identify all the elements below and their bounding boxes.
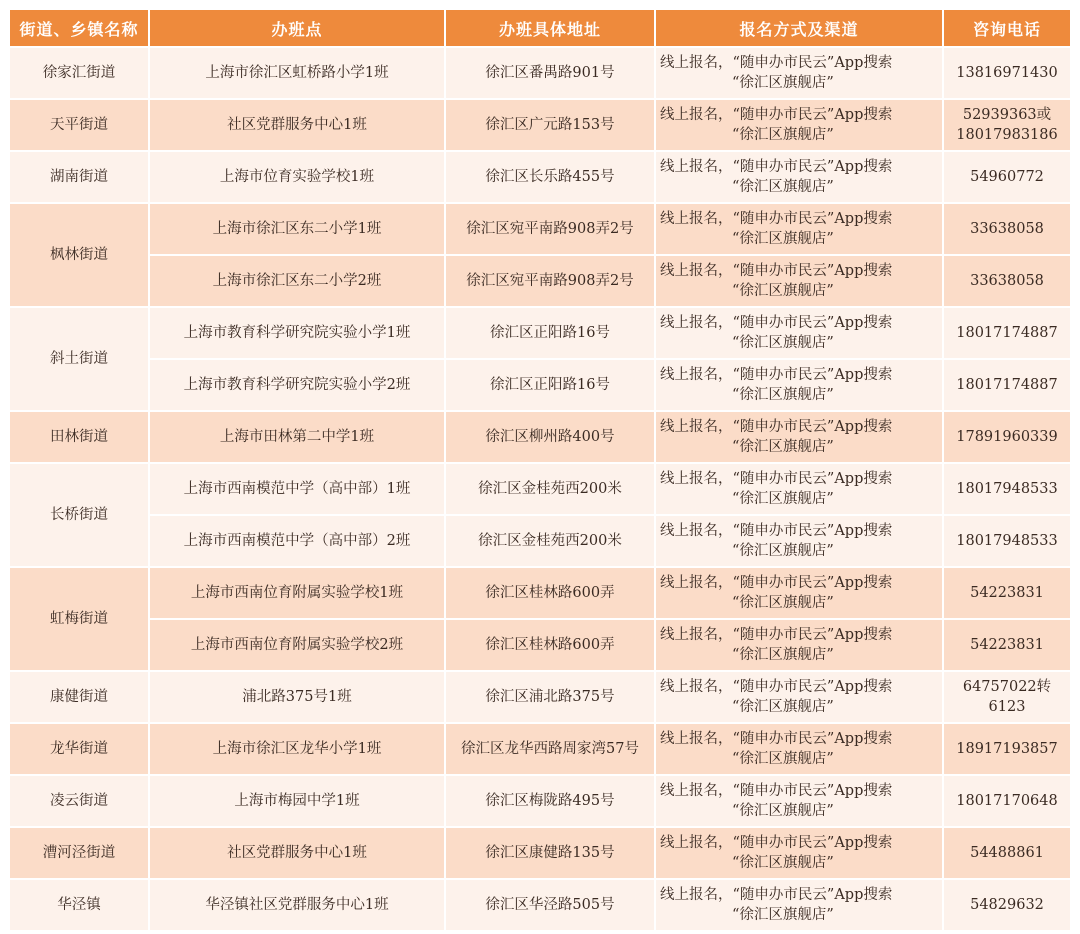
table-row [10, 48, 1070, 98]
class-site: 上海市徐汇区东二小学1班 [150, 204, 444, 254]
channel-line2: “徐汇区旗舰店” [732, 127, 834, 143]
contact-phone: 18917193857 [944, 724, 1070, 774]
class-site: 上海市教育科学研究院实验小学2班 [150, 360, 444, 410]
class-address: 徐汇区华泾路505号 [446, 880, 654, 930]
channel-line2: “徐汇区旗舰店” [732, 387, 834, 403]
channel-line1: 线上报名，“随申办市民云”App搜索 [660, 627, 893, 643]
district-name: 华泾镇 [10, 880, 148, 930]
channel-line2: “徐汇区旗舰店” [732, 231, 834, 247]
class-address: 徐汇区梅陇路495号 [446, 776, 654, 826]
channel-line1: 线上报名，“随申办市民云”App搜索 [660, 575, 893, 591]
class-site: 上海市西南模范中学（高中部）2班 [150, 516, 444, 566]
channel-line1: 线上报名，“随申办市民云”App搜索 [660, 263, 893, 279]
table-row [10, 204, 1070, 254]
table-row [10, 672, 1070, 722]
channel-line1: 线上报名，“随申办市民云”App搜索 [660, 211, 893, 227]
district-name: 康健街道 [10, 672, 148, 722]
contact-phone: 33638058 [944, 204, 1070, 254]
registration-channel [656, 568, 942, 618]
channel-line2: “徐汇区旗舰店” [732, 75, 834, 91]
contact-phone: 33638058 [944, 256, 1070, 306]
registration-channel [656, 464, 942, 514]
class-address: 徐汇区宛平南路908弄2号 [446, 256, 654, 306]
district-name: 徐家汇街道 [10, 48, 148, 98]
table-row [10, 100, 1070, 150]
channel-line1: 线上报名，“随申办市民云”App搜索 [660, 471, 893, 487]
class-site: 上海市西南位育附属实验学校2班 [150, 620, 444, 670]
channel-line1: 线上报名，“随申办市民云”App搜索 [660, 783, 893, 799]
district-name: 枫林街道 [10, 204, 148, 306]
channel-line1: 线上报名，“随申办市民云”App搜索 [660, 731, 893, 747]
registration-channel [656, 48, 942, 98]
header-district: 街道、乡镇名称 [10, 10, 148, 46]
table-row [10, 152, 1070, 202]
table-row [10, 620, 1070, 670]
registration-channel [656, 672, 942, 722]
district-name: 湖南街道 [10, 152, 148, 202]
channel-line1: 线上报名，“随申办市民云”App搜索 [660, 523, 893, 539]
class-site: 上海市徐汇区东二小学2班 [150, 256, 444, 306]
contact-phone: 54223831 [944, 620, 1070, 670]
registration-channel [656, 412, 942, 462]
class-address: 徐汇区桂林路600弄 [446, 620, 654, 670]
contact-phone: 54829632 [944, 880, 1070, 930]
class-schedule-table [8, 8, 1072, 932]
class-address: 徐汇区宛平南路908弄2号 [446, 204, 654, 254]
contact-phone: 13816971430 [944, 48, 1070, 98]
table-row [10, 412, 1070, 462]
table-row [10, 828, 1070, 878]
class-address: 徐汇区正阳路16号 [446, 308, 654, 358]
registration-channel [656, 152, 942, 202]
district-name: 田林街道 [10, 412, 148, 462]
class-address: 徐汇区金桂苑西200米 [446, 464, 654, 514]
contact-phone: 18017948533 [944, 516, 1070, 566]
class-site: 上海市徐汇区虹桥路小学1班 [150, 48, 444, 98]
class-site: 上海市西南位育附属实验学校1班 [150, 568, 444, 618]
class-address: 徐汇区金桂苑西200米 [446, 516, 654, 566]
district-name: 凌云街道 [10, 776, 148, 826]
class-site: 上海市位育实验学校1班 [150, 152, 444, 202]
channel-line1: 线上报名，“随申办市民云”App搜索 [660, 887, 893, 903]
channel-line1: 线上报名，“随申办市民云”App搜索 [660, 835, 893, 851]
channel-line2: “徐汇区旗舰店” [732, 647, 834, 663]
channel-line2: “徐汇区旗舰店” [732, 283, 834, 299]
table-row [10, 308, 1070, 358]
district-name: 斜土街道 [10, 308, 148, 410]
table-body [10, 48, 1070, 930]
header-phone: 咨询电话 [944, 10, 1070, 46]
table-row [10, 360, 1070, 410]
contact-phone: 18017174887 [944, 360, 1070, 410]
class-address: 徐汇区长乐路455号 [446, 152, 654, 202]
table-row [10, 776, 1070, 826]
registration-channel [656, 204, 942, 254]
channel-line1: 线上报名，“随申办市民云”App搜索 [660, 367, 893, 383]
header-channel: 报名方式及渠道 [656, 10, 942, 46]
header-site: 办班点 [150, 10, 444, 46]
channel-line1: 线上报名，“随申办市民云”App搜索 [660, 419, 893, 435]
channel-line2: “徐汇区旗舰店” [732, 803, 834, 819]
table-row [10, 880, 1070, 930]
channel-line2: “徐汇区旗舰店” [732, 855, 834, 871]
registration-channel [656, 256, 942, 306]
contact-phone: 64757022转 6123 [944, 672, 1070, 722]
registration-channel [656, 308, 942, 358]
channel-line2: “徐汇区旗舰店” [732, 179, 834, 195]
class-site: 浦北路375号1班 [150, 672, 444, 722]
table-row [10, 464, 1070, 514]
channel-line2: “徐汇区旗舰店” [732, 543, 834, 559]
registration-channel [656, 724, 942, 774]
class-site: 社区党群服务中心1班 [150, 828, 444, 878]
registration-channel [656, 100, 942, 150]
class-address: 徐汇区龙华西路周家湾57号 [446, 724, 654, 774]
header-address: 办班具体地址 [446, 10, 654, 46]
table-row [10, 516, 1070, 566]
class-site: 上海市教育科学研究院实验小学1班 [150, 308, 444, 358]
channel-line1: 线上报名，“随申办市民云”App搜索 [660, 107, 893, 123]
district-name: 漕河泾街道 [10, 828, 148, 878]
channel-line2: “徐汇区旗舰店” [732, 595, 834, 611]
table-row [10, 568, 1070, 618]
district-name: 龙华街道 [10, 724, 148, 774]
contact-phone: 18017170648 [944, 776, 1070, 826]
registration-channel [656, 776, 942, 826]
class-site: 华泾镇社区党群服务中心1班 [150, 880, 444, 930]
district-name: 虹梅街道 [10, 568, 148, 670]
class-address: 徐汇区柳州路400号 [446, 412, 654, 462]
registration-channel [656, 360, 942, 410]
channel-line2: “徐汇区旗舰店” [732, 699, 834, 715]
contact-phone: 52939363或 18017983186 [944, 100, 1070, 150]
district-name: 长桥街道 [10, 464, 148, 566]
channel-line1: 线上报名，“随申办市民云”App搜索 [660, 55, 893, 71]
table-row [10, 256, 1070, 306]
channel-line2: “徐汇区旗舰店” [732, 335, 834, 351]
channel-line2: “徐汇区旗舰店” [732, 439, 834, 455]
class-address: 徐汇区广元路153号 [446, 100, 654, 150]
class-site: 上海市徐汇区龙华小学1班 [150, 724, 444, 774]
class-site: 上海市田林第二中学1班 [150, 412, 444, 462]
class-address: 徐汇区康健路135号 [446, 828, 654, 878]
registration-channel [656, 516, 942, 566]
contact-phone: 17891960339 [944, 412, 1070, 462]
class-address: 徐汇区桂林路600弄 [446, 568, 654, 618]
channel-line1: 线上报名，“随申办市民云”App搜索 [660, 679, 893, 695]
class-site: 上海市西南模范中学（高中部）1班 [150, 464, 444, 514]
registration-channel [656, 828, 942, 878]
header-row [10, 10, 1070, 46]
class-address: 徐汇区番禺路901号 [446, 48, 654, 98]
class-address: 徐汇区正阳路16号 [446, 360, 654, 410]
class-address: 徐汇区浦北路375号 [446, 672, 654, 722]
table-row [10, 724, 1070, 774]
class-schedule-table-wrapper [8, 8, 1072, 932]
contact-phone: 54960772 [944, 152, 1070, 202]
channel-line1: 线上报名，“随申办市民云”App搜索 [660, 159, 893, 175]
channel-line1: 线上报名，“随申办市民云”App搜索 [660, 315, 893, 331]
contact-phone: 18017948533 [944, 464, 1070, 514]
class-site: 上海市梅园中学1班 [150, 776, 444, 826]
registration-channel [656, 880, 942, 930]
contact-phone: 18017174887 [944, 308, 1070, 358]
channel-line2: “徐汇区旗舰店” [732, 907, 834, 923]
district-name: 天平街道 [10, 100, 148, 150]
channel-line2: “徐汇区旗舰店” [732, 751, 834, 767]
contact-phone: 54488861 [944, 828, 1070, 878]
registration-channel [656, 620, 942, 670]
channel-line2: “徐汇区旗舰店” [732, 491, 834, 507]
contact-phone: 54223831 [944, 568, 1070, 618]
class-site: 社区党群服务中心1班 [150, 100, 444, 150]
